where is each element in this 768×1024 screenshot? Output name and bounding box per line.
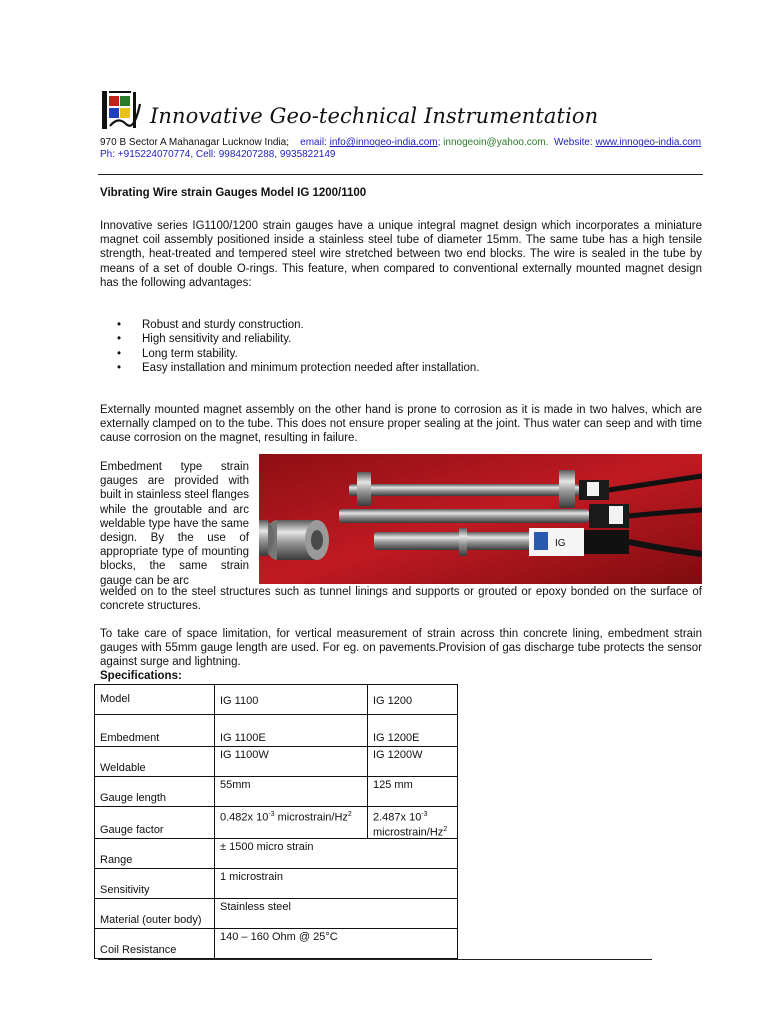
spec-label: Material (outer body)	[95, 899, 215, 929]
company-logo	[100, 90, 144, 130]
email-link-2[interactable]: innogeoin@yahoo.com	[443, 137, 546, 148]
spec-label: Gauge length	[95, 777, 215, 807]
embedment-paragraph-continued: welded on to the steel structures such as tunnel linings and supports or grouted or epoxy bonded on the surface of concrete structures.	[100, 586, 702, 613]
external-magnet-paragraph: Externally mounted magnet assembly on the other hand is prone to corrosion as it is made in two halves, which are externally clamped on to the tube. This does not ensure proper sealing at the joint. Thus water can seep and with time cause corrosion on the magnet, resulting in failure.	[100, 404, 702, 445]
spec-value: IG 1200E	[368, 715, 458, 747]
table-row	[95, 869, 458, 899]
footer-divider	[98, 959, 652, 960]
spec-label: Sensitivity	[95, 869, 215, 899]
space-limitation-paragraph: To take care of space limitation, for vertical measurement of strain across thin concrete lining, embedment strain gauges with 55mm gauge length are used. For eg. on pavements.Provision of gas discharge tube protects the sensor against surge and lightning.	[100, 628, 702, 669]
list-item: • Easy installation and minimum protection needed after installation.	[117, 362, 480, 375]
email-label: email:	[300, 137, 327, 148]
spec-value: ± 1500 micro strain	[215, 839, 458, 869]
photo-label: IG	[555, 538, 566, 549]
list-item: • High sensitivity and reliability.	[117, 333, 292, 346]
spec-label: Coil Resistance	[95, 929, 215, 959]
spec-label: Model	[95, 685, 215, 715]
advantages-list	[117, 318, 480, 376]
spec-value: IG 1100W	[215, 747, 368, 777]
table-row	[95, 685, 458, 715]
website-label: Website:	[553, 137, 593, 148]
spec-value: 125 mm	[368, 777, 458, 807]
spec-label: Range	[95, 839, 215, 869]
spec-value: 2.487x $10^{-3}$ microstrain/Hz$^2$	[368, 807, 458, 839]
list-item: • Robust and sturdy construction.	[117, 319, 304, 331]
spec-value: 140 – 160 Ohm @ 25°C	[215, 929, 458, 959]
product-photo	[259, 454, 702, 584]
table-row	[95, 777, 458, 807]
email-link-1[interactable]: info@innogeo-india.com	[329, 137, 438, 148]
header-divider	[98, 174, 703, 175]
spec-value: IG 1100E	[215, 715, 368, 747]
embedment-paragraph: Embedment type strain gauges are provided with built in stainless steel flanges while the groutable and arc weldable type have the same design. By the use of appropriate type of mounting blocks, the same strain gauge can be arc	[100, 461, 249, 587]
table-row	[95, 929, 458, 959]
spec-value: IG 1200W	[368, 747, 458, 777]
spec-label: Embedment	[95, 715, 215, 747]
spec-value: 1 microstrain	[215, 869, 458, 899]
table-row	[95, 807, 458, 839]
spec-value: IG 1200	[368, 685, 458, 715]
address-line: 970 B Sector A Mahanagar Lucknow India; email: info@innogeo-india.com; innogeoin@yahoo.com. Website: www.innogeo-india.com	[100, 137, 702, 148]
specifications-heading: Specifications:	[100, 670, 182, 682]
table-row	[95, 839, 458, 869]
website-link[interactable]: www.innogeo-india.com	[595, 137, 702, 148]
spec-value: Stainless steel	[215, 899, 458, 929]
table-row	[95, 715, 458, 747]
spec-value: 0.482x $10^{-3}$ microstrain/Hz$^2$	[215, 807, 368, 839]
spec-label: Weldable	[95, 747, 215, 777]
spec-value: IG 1100	[215, 685, 368, 715]
page-heading: Vibrating Wire strain Gauges Model IG 1200/1100	[100, 187, 367, 199]
list-item: • Long term stability.	[117, 347, 238, 360]
table-row	[95, 899, 458, 929]
company-name: Innovative Geo-technical Instrumentation	[150, 104, 599, 128]
table-row	[95, 747, 458, 777]
specifications-table	[94, 684, 458, 959]
spec-value: 55mm	[215, 777, 368, 807]
spec-label: Gauge factor	[95, 807, 215, 839]
intro-paragraph: Innovative series IG1100/1200 strain gauges have a unique integral magnet design which incorporates a miniature magnet coil assembly positioned inside a stainless steel tube of diameter 15mm. The same tube has a high tensile strength, heat-treated and tempered steel wire stretched between two end blocks. The wire is sealed in the tube by means of a set of double O-rings. This feature, when compared to conventional externally mounted magnet design has the following advantages:	[100, 220, 702, 289]
address: 970 B Sector A Mahanagar Lucknow India;	[100, 137, 290, 148]
phone-line: Ph: +915224070774, Cell: 9984207288, 9935822149	[100, 149, 336, 160]
